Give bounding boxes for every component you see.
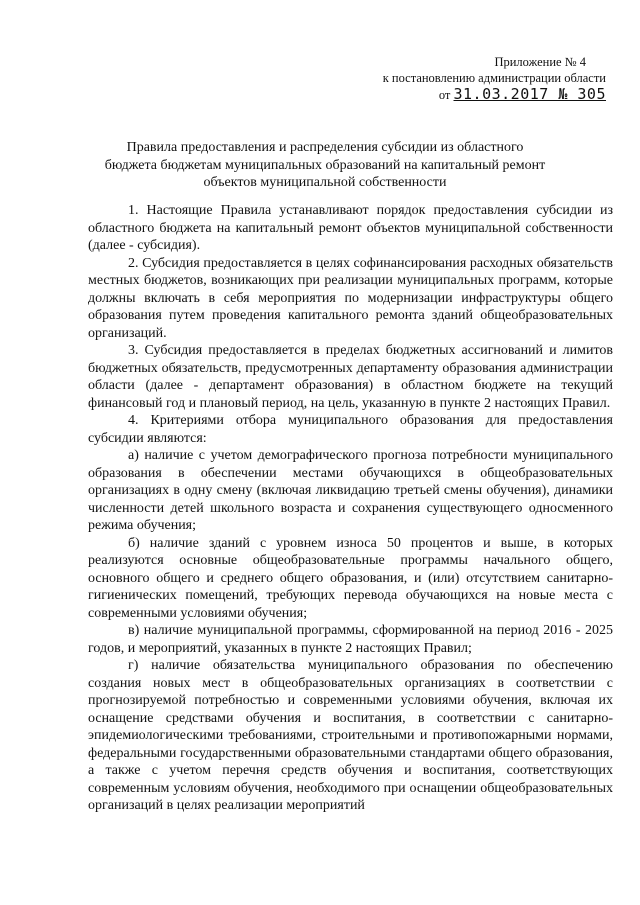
paragraph-4a: а) наличие с учетом демографического прогноза потребности муниципального образования в обеспечении местами обучающихся в общеобразовательных организациях в одну смену (включая ликвидацию третьей смены обучения), динамики численности детей школьного возраста и сохранения существующего односменного режима обучения; xyxy=(88,448,613,533)
paragraph-4b: б) наличие зданий с уровнем износа 50 процентов и выше, в которых реализуются основные общеобразовательные программы начального общего, основного общего и среднего общего образования, и (или) отсутствием санитарно-гигиенических помещений, требующих перевода обучающихся на новые места с современными условиями обучения; xyxy=(88,535,613,621)
paragraph-4g: г) наличие обязательства муниципального образования по обеспечению создания новых мест в общеобразовательных организациях в соответствии с прогнозируемой потребностью и современными условиями обучения, включая их оснащение средствами обучения и воспитания, в соответствии с санитарно-эпидемиологическими требованиями, строительными и противопожарными нормами, федеральными государственными образовательными стандартами общего образования, а также с учетом перечня средств обучения и воспитания, соответствующих современным условиям обучения, необходимого при оснащении общеобразовательных организаций в целях реализации мероприятий xyxy=(88,658,613,813)
paragraph-2: 2. Субсидия предоставляется в целях софинансирования расходных обязательств местных бюджетов, возникающих при реализации муниципальных программ, которые должны включать в себя мероприятия по модернизации инфраструктуры общего образования путем проведения капитального ремонта зданий общеобразовательных организаций. xyxy=(88,255,613,341)
paragraph-1: 1. Настоящие Правила устанавливают порядок предоставления субсидии из областного бюджета на капитальный ремонт объектов муниципальной собственности (далее - субсидия). xyxy=(88,203,613,253)
document-body xyxy=(88,202,613,815)
paragraph-4v: в) наличие муниципальной программы, сформированной на период 2016 - 2025 годов, и мероприятий, указанных в пункте 2 настоящих Правил; xyxy=(88,623,613,656)
paragraph-4: 4. Критериями отбора муниципального образования для предоставления субсидии являются: xyxy=(88,413,613,446)
appendix-number: Приложение № 4 xyxy=(494,55,586,69)
paragraph-3: 3. Субсидия предоставляется в пределах бюджетных ассигнований и лимитов бюджетных обязательств, предусмотренных департаменту образования администрации области (далее - департамент образования) в областном бюджете на текущий финансовый год и плановый период, на цель, указанную в пункте 2 настоящих Правил. xyxy=(88,343,613,411)
date-prefix: от xyxy=(438,88,451,102)
appendix-header xyxy=(383,54,606,103)
resolution-date-line xyxy=(383,86,606,103)
document-title: Правила предоставления и распределения субсидии из областного бюджета бюджетам муниципальных образований на капитальный ремонт объектов муниципальной собственности xyxy=(104,140,546,190)
resolution-reference: к постановлению администрации области xyxy=(382,71,606,85)
handwritten-date-number: 31.03.2017 № 305 xyxy=(453,85,606,103)
